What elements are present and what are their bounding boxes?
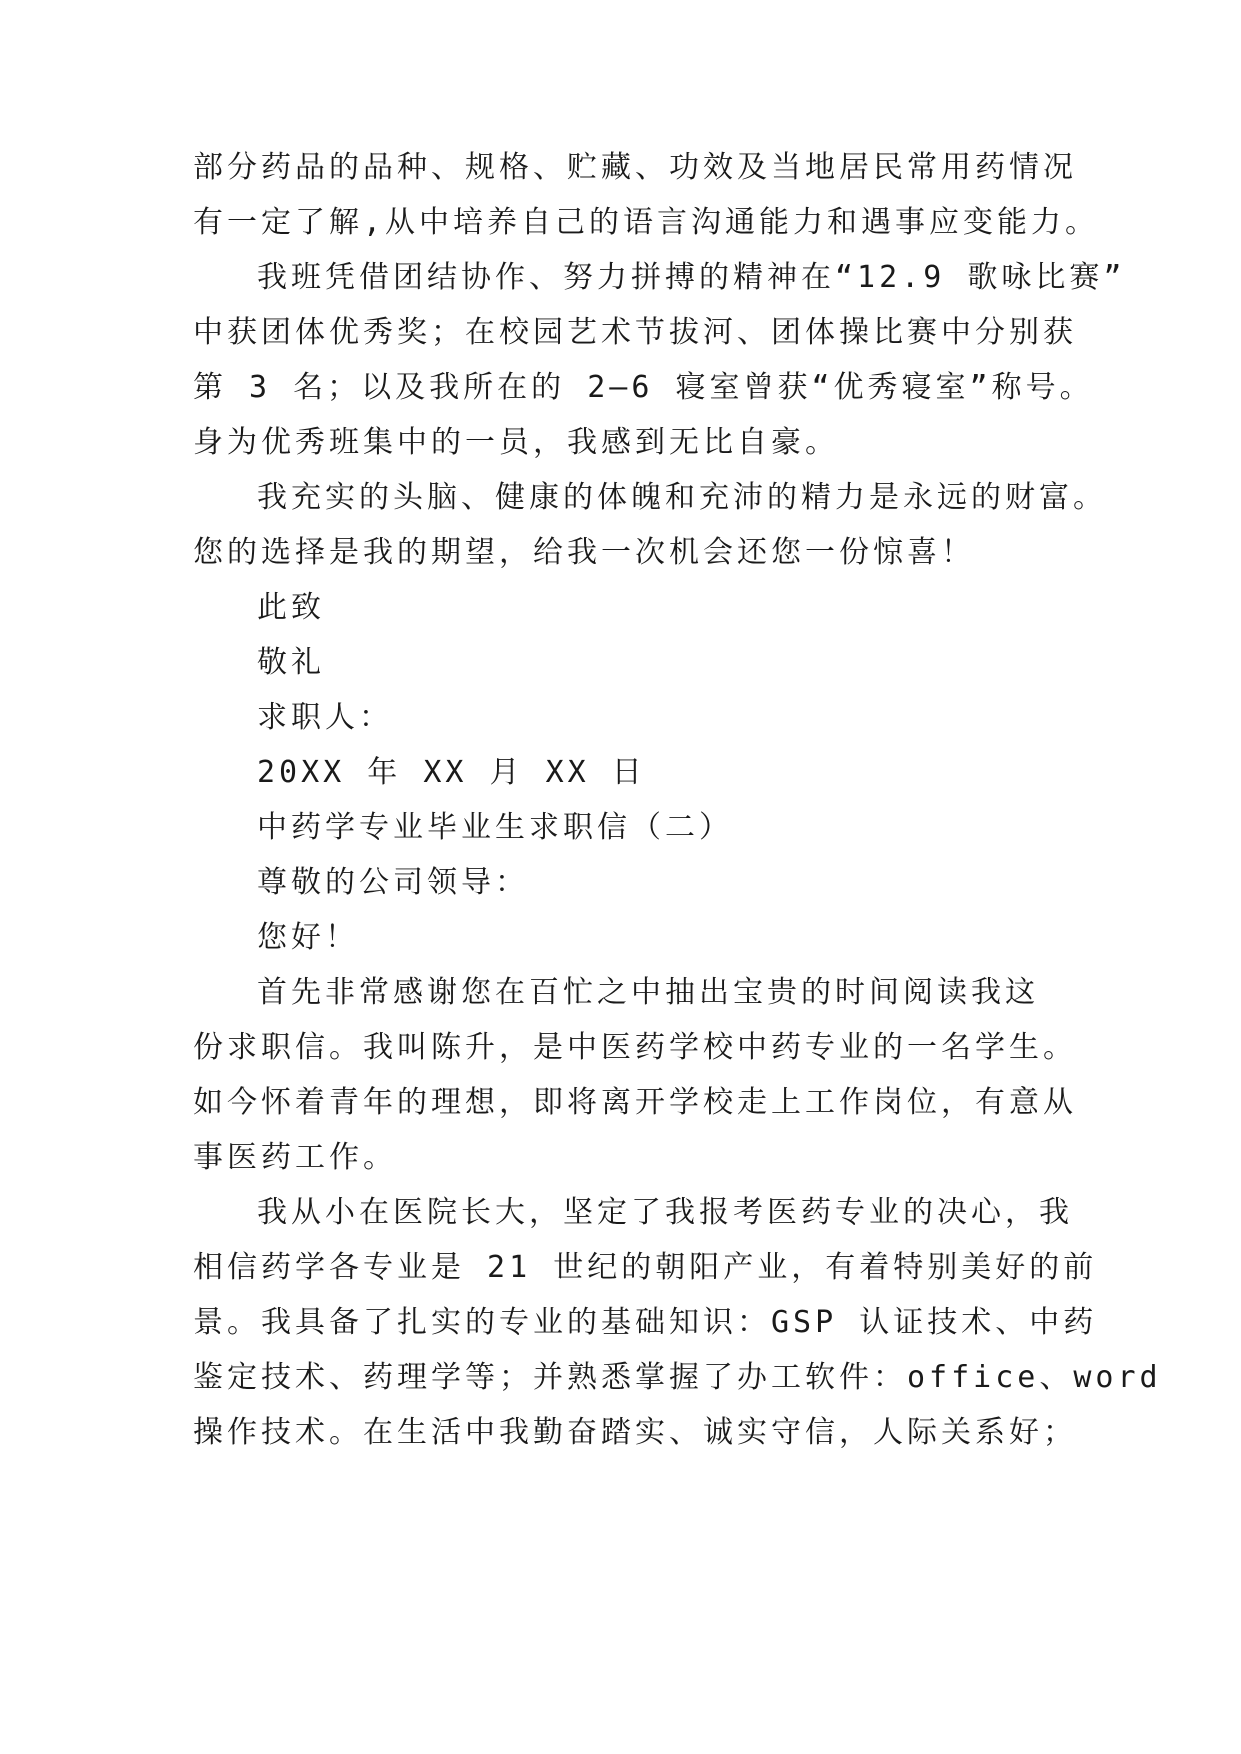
text-line: 部分药品的品种、规格、贮藏、功效及当地居民常用药情况 [193, 150, 1077, 185]
text-line: 您的选择是我的期望，给我一次机会还您一份惊喜！ [193, 535, 975, 570]
greeting: 您好！ [257, 920, 359, 955]
section-title: 中药学专业毕业生求职信（二） [257, 810, 733, 845]
paragraph-start-line: 我班凭借团结协作、努力拼搏的精神在“12.9 歌咏比赛” [257, 260, 1126, 295]
text-line: 鉴定技术、药理学等；并熟悉掌握了办工软件：office、word [193, 1360, 1162, 1395]
signature-label: 求职人： [257, 700, 393, 735]
text-line: 如今怀着青年的理想，即将离开学校走上工作岗位，有意从 [193, 1085, 1077, 1120]
text-line: 操作技术。在生活中我勤奋踏实、诚实守信，人际关系好； [193, 1415, 1077, 1450]
greeting-addressee: 尊敬的公司领导： [257, 865, 529, 900]
text-line: 身为优秀班集中的一员，我感到无比自豪。 [193, 425, 839, 460]
text-line: 第 3 名；以及我所在的 2—6 寝室曾获“优秀寝室”称号。 [193, 370, 1094, 405]
paragraph-start-line: 我从小在医院长大，坚定了我报考医药专业的决心，我 [257, 1195, 1073, 1230]
text-line: 相信药学各专业是 21 世纪的朝阳产业，有着特别美好的前 [193, 1250, 1098, 1285]
text-line: 景。我具备了扎实的专业的基础知识：GSP 认证技术、中药 [193, 1305, 1098, 1340]
text-line: 中获团体优秀奖；在校园艺术节拔河、团体操比赛中分别获 [193, 315, 1077, 350]
paragraph-start-line: 我充实的头脑、健康的体魄和充沛的精力是永远的财富。 [257, 480, 1107, 515]
text-line: 份求职信。我叫陈升，是中医药学校中药专业的一名学生。 [193, 1030, 1077, 1065]
closing-salutation: 此致 [257, 590, 325, 625]
date-line: 20XX 年 XX 月 XX 日 [257, 755, 646, 790]
text-line: 有一定了解,从中培养自己的语言沟通能力和遇事应变能力。 [193, 205, 1100, 240]
closing-regards: 敬礼 [257, 645, 325, 680]
text-line: 事医药工作。 [193, 1140, 397, 1175]
paragraph-start-line: 首先非常感谢您在百忙之中抽出宝贵的时间阅读我这 [257, 975, 1039, 1010]
